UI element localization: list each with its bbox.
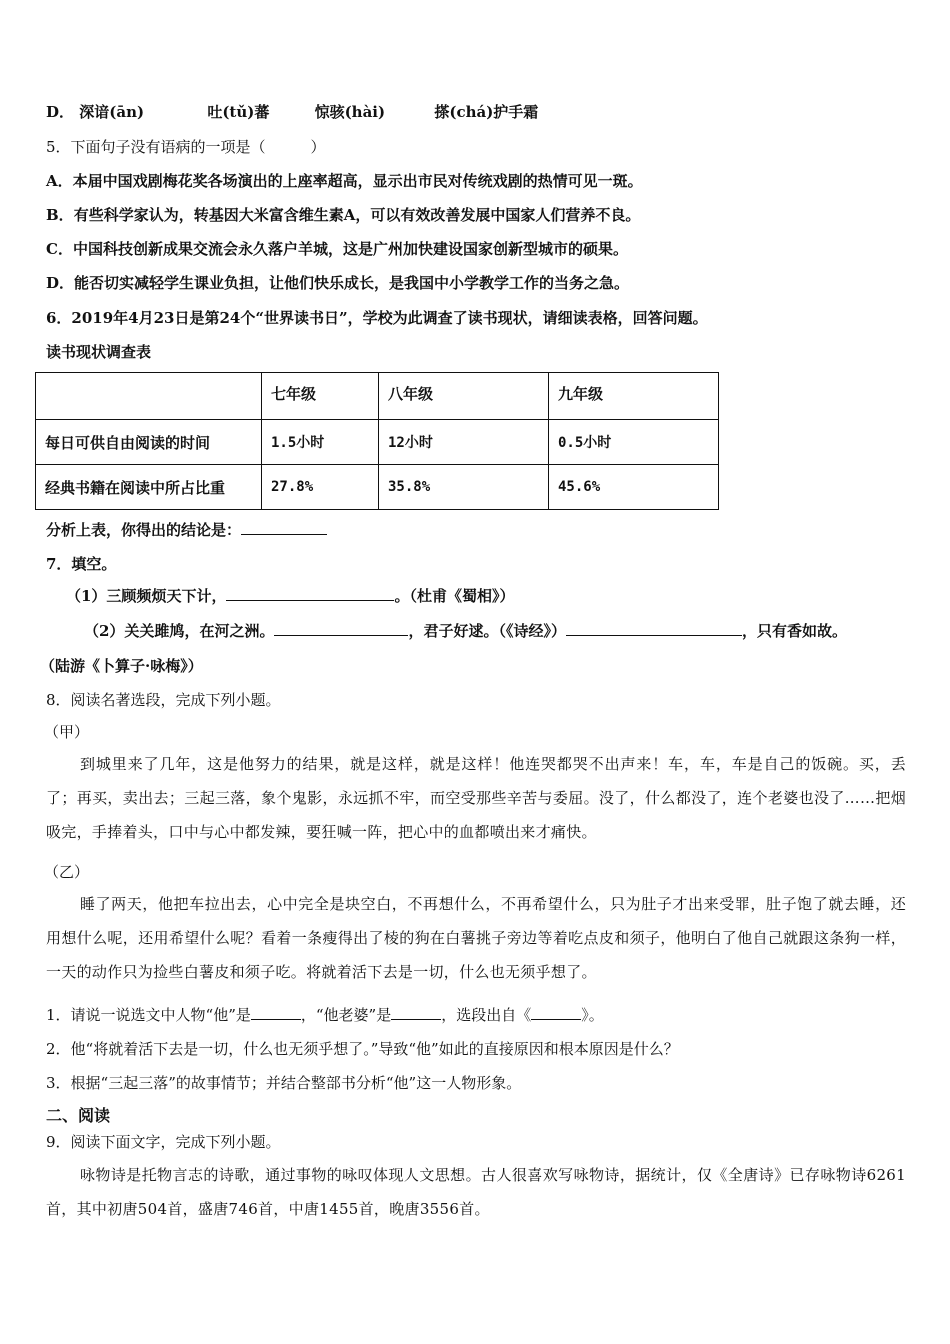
option-item: 深谙(ān) — [79, 103, 145, 121]
option-text: 有些科学家认为，转基因大米富含维生素A，可以有效改善发展中国家人们营养不良。 — [73, 206, 641, 224]
table-row — [36, 420, 719, 465]
option-item: 搽(chá)护手霜 — [434, 103, 539, 121]
part-a-label: （甲） — [44, 723, 90, 741]
q8-sub-2: 2．他“将就着活下去是一切，什么也无须乎想了。”导致“他”如此的直接原因和根本原因是什么？ — [46, 1040, 679, 1058]
option-label: C． — [46, 240, 73, 258]
sub-text: 》。 — [581, 1006, 604, 1024]
q6-prompt — [46, 520, 327, 540]
q4-option-d — [46, 102, 538, 122]
table-header-row — [36, 373, 719, 420]
sub-text: ，“他老婆”是 — [300, 1006, 392, 1024]
section-heading: 二、阅读 — [46, 1106, 111, 1125]
option-label: D． — [46, 274, 75, 292]
table-header-cell — [36, 373, 262, 420]
q5-option-b — [46, 205, 640, 225]
part-b-text: 睡了两天，他把车拉出去，心中完全是块空白，不再想什么，不再希望什么，只为肚子才出来受罪，肚子饱了就去睡，还用想什么呢，还用希望什么呢？看着一条瘦得出了棱的狗在白薯挑子旁边等着吃点皮和须子，他明白了他自己就跟这条狗一样，一天的动作只为捡些白薯皮和须子吃。将就着活下去是一切，什么也无须乎想了。 — [46, 895, 906, 981]
sub-text: ，选段出自《 — [441, 1006, 532, 1024]
q7-item-1 — [66, 586, 514, 606]
answer-blank[interactable] — [226, 586, 394, 601]
answer-blank[interactable] — [274, 621, 408, 636]
option-text: 本届中国戏剧梅花奖各场演出的上座率超高，显示出市民对传统戏剧的热情可见一斑。 — [72, 172, 643, 190]
table-header-cell: 九年级 — [549, 373, 719, 420]
option-text: 能否切实减轻学生课业负担，让他们快乐成长，是我国中小学教学工作的当务之急。 — [74, 274, 630, 292]
option-label: A． — [46, 172, 73, 190]
table-cell: 27.8% — [262, 465, 379, 510]
table-cell: 45.6% — [549, 465, 719, 510]
table-cell: 0.5小时 — [549, 420, 719, 465]
table-header-cell: 八年级 — [379, 373, 549, 420]
option-item: 吐(tǔ)蕃 — [207, 103, 270, 121]
table-cell: 12小时 — [379, 420, 549, 465]
prompt-text: 分析上表，你得出的结论是： — [46, 521, 242, 539]
item-text: ，只有香如故。 — [741, 622, 847, 640]
answer-blank[interactable] — [241, 520, 327, 535]
answer-blank[interactable] — [566, 621, 742, 636]
table-row-label: 经典书籍在阅读中所占比重 — [36, 465, 262, 510]
part-b-label: （乙） — [44, 863, 90, 881]
q8-sub-1 — [46, 1005, 604, 1025]
option-label: D． — [46, 103, 75, 121]
item-text: （1）三顾频烦天下计， — [66, 587, 227, 605]
q5-stem: 5．下面句子没有语病的一项是（ ） — [46, 138, 326, 156]
table-row — [36, 465, 719, 510]
answer-blank[interactable] — [391, 1005, 441, 1020]
item-text: ，君子好逑。（《诗经》） — [408, 622, 566, 640]
table-cell: 1.5小时 — [262, 420, 379, 465]
q8-stem: 8．阅读名著选段，完成下列小题。 — [46, 691, 281, 709]
part-a-text: 到城里来了几年，这是他努力的结果，就是这样，就是这样！他连哭都哭不出声来！车，车，车是自己的饭碗。买，丢了；再买，卖出去；三起三落，象个鬼影，永远抓不牢，而空受那些辛苦与委屈。没了，什么都没了，连个老婆也没了……把烟吸完，手捧着头，口中与心中都发辣，要狂喊一阵，把心中的血都喷出来才痛快。 — [46, 755, 906, 841]
item-text: 。（杜甫《蜀相》） — [394, 587, 515, 605]
sub-text: 1．请说一说选文中人物“他”是 — [46, 1006, 251, 1024]
option-text: 中国科技创新成果交流会永久落户羊城，这是广州加快建设国家创新型城市的硕果。 — [72, 240, 628, 258]
table-title: 读书现状调查表 — [46, 343, 152, 361]
item-text: （2）关关雎鸠，在河之洲。 — [84, 622, 275, 640]
option-item: 惊骇(hài) — [314, 103, 386, 121]
q8-sub-3: 3．根据“三起三落”的故事情节；并结合整部书分析“他”这一人物形象。 — [46, 1074, 522, 1092]
option-label: B． — [46, 206, 74, 224]
q7-item-2 — [84, 621, 847, 641]
table-header-cell: 七年级 — [262, 373, 379, 420]
q5-option-d — [46, 273, 629, 293]
survey-table — [35, 372, 719, 510]
q9-text: 咏物诗是托物言志的诗歌，通过事物的咏叹体现人文思想。古人很喜欢写咏物诗，据统计，仅《全唐诗》已存咏物诗6261首，其中初唐504首，盛唐746首，中唐1455首，晚唐3556首。 — [46, 1166, 906, 1218]
q7-item-2-source: （陆游《卜算子·咏梅》） — [40, 657, 203, 675]
q5-option-c — [46, 239, 628, 259]
answer-blank[interactable] — [251, 1005, 301, 1020]
table-row-label: 每日可供自由阅读的时间 — [36, 420, 262, 465]
answer-blank[interactable] — [531, 1005, 581, 1020]
q5-option-a — [46, 171, 643, 191]
q6-stem: 6．2019年4月23日是第24个“世界读书日”，学校为此调查了读书现状，请细读表格，回答问题。 — [46, 309, 708, 327]
q7-stem: 7．填空。 — [46, 555, 117, 573]
q9-stem: 9．阅读下面文字，完成下列小题。 — [46, 1133, 281, 1151]
table-cell: 35.8% — [379, 465, 549, 510]
